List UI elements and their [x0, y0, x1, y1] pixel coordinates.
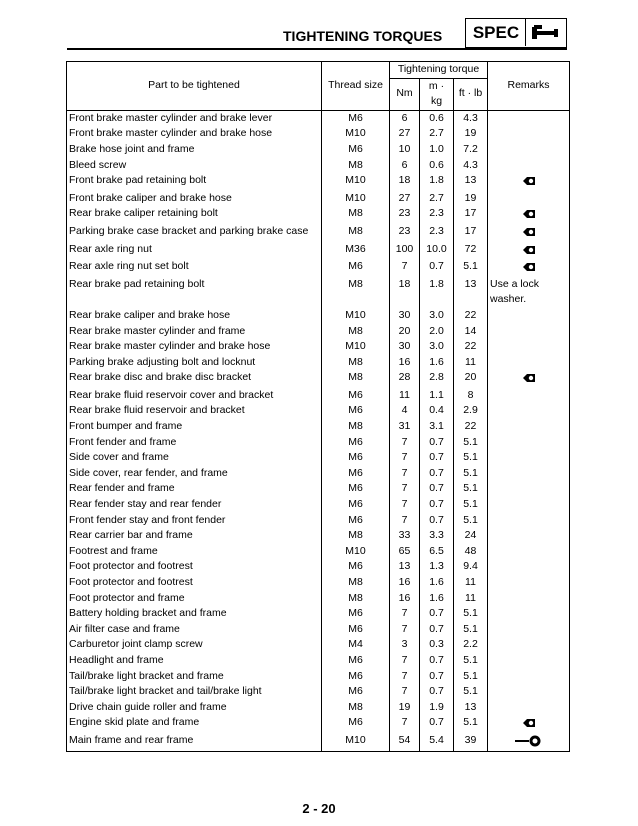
table-row: [67, 544, 570, 560]
cell-nm: 65: [390, 544, 420, 560]
cell-remark: [488, 126, 570, 142]
table-row: [67, 700, 570, 716]
cell-remark: [488, 575, 570, 591]
cell-thread: M6: [322, 388, 390, 404]
cell-part: Carburetor joint clamp screw: [67, 637, 322, 653]
cell-nm: 11: [390, 388, 420, 404]
cell-part: Rear brake disc and brake disc bracket: [67, 370, 322, 388]
cell-ftlb: 5.1: [454, 466, 488, 482]
table-row: [67, 403, 570, 419]
cell-thread: M10: [322, 339, 390, 355]
cell-part: Drive chain guide roller and frame: [67, 700, 322, 716]
cell-nm: 10: [390, 142, 420, 158]
cell-nm: 7: [390, 450, 420, 466]
cell-remark: [488, 388, 570, 404]
cell-nm: 6: [390, 110, 420, 126]
cell-nm: 27: [390, 191, 420, 207]
cell-mkg: 0.7: [420, 497, 454, 513]
cell-part: Tail/brake light bracket and tail/brake light: [67, 684, 322, 700]
cell-mkg: 1.8: [420, 277, 454, 308]
cell-thread: M6: [322, 622, 390, 638]
cell-thread: M6: [322, 606, 390, 622]
cell-thread: M6: [322, 684, 390, 700]
spec-badge: [465, 18, 567, 48]
table-row: [67, 435, 570, 451]
cell-part: Rear brake pad retaining bolt: [67, 277, 322, 308]
cell-part: Rear brake fluid reservoir cover and bracket: [67, 388, 322, 404]
cell-mkg: 1.0: [420, 142, 454, 158]
cell-part: Brake hose joint and frame: [67, 142, 322, 158]
cell-remark: [488, 339, 570, 355]
cell-ftlb: 13: [454, 173, 488, 191]
cell-nm: 18: [390, 173, 420, 191]
cell-remark: [488, 242, 570, 260]
cell-nm: 54: [390, 733, 420, 751]
cell-remark: [488, 158, 570, 174]
cell-part: Front brake pad retaining bolt: [67, 173, 322, 191]
cell-remark: [488, 528, 570, 544]
cell-thread: M8: [322, 370, 390, 388]
cell-thread: M10: [322, 544, 390, 560]
table-row: [67, 653, 570, 669]
table-row: [67, 355, 570, 371]
cell-part: Foot protector and footrest: [67, 559, 322, 575]
cell-nm: 30: [390, 308, 420, 324]
cell-thread: M8: [322, 575, 390, 591]
cell-thread: M8: [322, 700, 390, 716]
cell-thread: M6: [322, 466, 390, 482]
cell-nm: 6: [390, 158, 420, 174]
locktite-icon: [522, 208, 536, 220]
table-row: [67, 575, 570, 591]
cell-thread: M10: [322, 191, 390, 207]
table-row: [67, 259, 570, 277]
cell-remark: [488, 591, 570, 607]
cell-remark: [488, 715, 570, 733]
cell-ftlb: 39: [454, 733, 488, 751]
cell-nm: 16: [390, 355, 420, 371]
cell-nm: 4: [390, 403, 420, 419]
cell-part: Front brake master cylinder and brake lever: [67, 110, 322, 126]
cell-part: Front fender stay and front fender: [67, 513, 322, 529]
cell-thread: M10: [322, 126, 390, 142]
cell-ftlb: 48: [454, 544, 488, 560]
cell-part: Rear carrier bar and frame: [67, 528, 322, 544]
page-title: TIGHTENING TORQUES: [283, 28, 443, 44]
locktite-icon: [522, 372, 536, 384]
cell-mkg: 1.6: [420, 355, 454, 371]
cell-thread: M8: [322, 224, 390, 242]
cell-ftlb: 5.1: [454, 715, 488, 733]
cell-ftlb: 19: [454, 191, 488, 207]
cell-nm: 33: [390, 528, 420, 544]
cell-ftlb: 17: [454, 206, 488, 224]
table-row: [67, 110, 570, 126]
locktite-icon: [522, 717, 536, 729]
cell-ftlb: 22: [454, 339, 488, 355]
cell-remark: [488, 224, 570, 242]
cell-remark: [488, 403, 570, 419]
header-part: Part to be tightened: [67, 62, 322, 111]
cell-part: Front bumper and frame: [67, 419, 322, 435]
table-row: [67, 206, 570, 224]
cell-mkg: 2.3: [420, 206, 454, 224]
cell-nm: 16: [390, 575, 420, 591]
cell-ftlb: 13: [454, 700, 488, 716]
cell-thread: M6: [322, 435, 390, 451]
cell-thread: M6: [322, 669, 390, 685]
cell-ftlb: 11: [454, 575, 488, 591]
table-row: [67, 481, 570, 497]
cell-part: Front brake master cylinder and brake hose: [67, 126, 322, 142]
cell-mkg: 0.7: [420, 481, 454, 497]
cell-nm: 28: [390, 370, 420, 388]
table-row: [67, 158, 570, 174]
cell-nm: 23: [390, 224, 420, 242]
cell-remark: [488, 497, 570, 513]
cell-mkg: 0.4: [420, 403, 454, 419]
cell-nm: 7: [390, 497, 420, 513]
cell-nm: 7: [390, 466, 420, 482]
cell-part: Rear axle ring nut: [67, 242, 322, 260]
cell-thread: M6: [322, 653, 390, 669]
cell-ftlb: 5.1: [454, 497, 488, 513]
cell-ftlb: 5.1: [454, 606, 488, 622]
cell-remark: [488, 622, 570, 638]
cell-mkg: 0.6: [420, 110, 454, 126]
cell-mkg: 1.8: [420, 173, 454, 191]
cell-ftlb: 5.1: [454, 259, 488, 277]
cell-remark: [488, 308, 570, 324]
cell-remark: [488, 700, 570, 716]
cell-mkg: 0.7: [420, 715, 454, 733]
wrench-icon: [530, 23, 560, 48]
cell-mkg: 0.7: [420, 259, 454, 277]
header-torque: Tightening torque: [390, 62, 488, 79]
cell-nm: 19: [390, 700, 420, 716]
cell-part: Rear fender and frame: [67, 481, 322, 497]
cell-nm: 20: [390, 324, 420, 340]
table-row: [67, 191, 570, 207]
cell-mkg: 0.7: [420, 653, 454, 669]
cell-remark: [488, 259, 570, 277]
table-row: [67, 622, 570, 638]
table-row: [67, 450, 570, 466]
cell-mkg: 1.6: [420, 591, 454, 607]
cell-mkg: 3.1: [420, 419, 454, 435]
table-row: [67, 339, 570, 355]
cell-nm: 7: [390, 481, 420, 497]
table-row: [67, 242, 570, 260]
cell-remark: [488, 513, 570, 529]
cell-thread: M8: [322, 528, 390, 544]
cell-part: Footrest and frame: [67, 544, 322, 560]
cell-nm: 7: [390, 259, 420, 277]
cell-ftlb: 5.1: [454, 481, 488, 497]
cell-part: Rear fender stay and rear fender: [67, 497, 322, 513]
cell-remark: Use a lock washer.: [488, 277, 570, 308]
cell-thread: M6: [322, 259, 390, 277]
cell-nm: 100: [390, 242, 420, 260]
table-row: [67, 684, 570, 700]
table-row: [67, 370, 570, 388]
cell-part: Rear brake caliper retaining bolt: [67, 206, 322, 224]
cell-nm: 7: [390, 435, 420, 451]
cell-mkg: 0.7: [420, 669, 454, 685]
cell-ftlb: 22: [454, 308, 488, 324]
cell-remark: [488, 142, 570, 158]
cell-mkg: 3.0: [420, 339, 454, 355]
cell-thread: M4: [322, 637, 390, 653]
cell-ftlb: 5.1: [454, 450, 488, 466]
cell-part: Tail/brake light bracket and frame: [67, 669, 322, 685]
cell-remark: [488, 481, 570, 497]
page-number: 2 - 20: [302, 801, 336, 816]
table-row: [67, 591, 570, 607]
cell-ftlb: 5.1: [454, 684, 488, 700]
cell-part: Headlight and frame: [67, 653, 322, 669]
cell-nm: 7: [390, 684, 420, 700]
cell-ftlb: 11: [454, 355, 488, 371]
cell-ftlb: 7.2: [454, 142, 488, 158]
cell-nm: 7: [390, 622, 420, 638]
table-row: [67, 277, 570, 308]
cell-nm: 30: [390, 339, 420, 355]
cell-part: Parking brake case bracket and parking brake case: [67, 224, 322, 242]
torque-table: [66, 61, 570, 752]
table-row: [67, 173, 570, 191]
cell-part: Foot protector and frame: [67, 591, 322, 607]
cell-thread: M8: [322, 355, 390, 371]
table-row: [67, 308, 570, 324]
cell-mkg: 0.3: [420, 637, 454, 653]
cell-remark: [488, 419, 570, 435]
cell-thread: M8: [322, 419, 390, 435]
cell-thread: M6: [322, 559, 390, 575]
cell-mkg: 10.0: [420, 242, 454, 260]
cell-part: Side cover and frame: [67, 450, 322, 466]
cell-thread: M8: [322, 158, 390, 174]
cell-thread: M8: [322, 591, 390, 607]
header-nm: Nm: [390, 78, 420, 110]
table-row: [67, 637, 570, 653]
cell-ftlb: 4.3: [454, 110, 488, 126]
cell-mkg: 0.6: [420, 158, 454, 174]
cell-ftlb: 2.2: [454, 637, 488, 653]
cell-ftlb: 20: [454, 370, 488, 388]
cell-mkg: 1.3: [420, 559, 454, 575]
cell-nm: 16: [390, 591, 420, 607]
cell-remark: [488, 606, 570, 622]
cell-part: Battery holding bracket and frame: [67, 606, 322, 622]
cell-remark: [488, 466, 570, 482]
table-row: [67, 733, 570, 751]
cell-thread: M6: [322, 715, 390, 733]
cell-ftlb: 17: [454, 224, 488, 242]
cell-part: Rear axle ring nut set bolt: [67, 259, 322, 277]
cell-nm: 31: [390, 419, 420, 435]
cell-thread: M10: [322, 308, 390, 324]
cell-ftlb: 8: [454, 388, 488, 404]
locktite-icon: [522, 226, 536, 238]
cell-part: Engine skid plate and frame: [67, 715, 322, 733]
cell-remark: [488, 544, 570, 560]
cell-mkg: 2.3: [420, 224, 454, 242]
header-remarks: Remarks: [488, 62, 570, 111]
cell-thread: M6: [322, 481, 390, 497]
cell-ftlb: 5.1: [454, 513, 488, 529]
cell-nm: 13: [390, 559, 420, 575]
cell-remark: [488, 191, 570, 207]
cell-remark: [488, 669, 570, 685]
cell-remark: [488, 450, 570, 466]
cell-thread: M6: [322, 497, 390, 513]
cell-nm: 7: [390, 513, 420, 529]
cell-thread: M6: [322, 513, 390, 529]
cell-nm: 7: [390, 715, 420, 733]
grease-icon: [515, 735, 543, 747]
cell-remark: [488, 653, 570, 669]
cell-nm: 7: [390, 653, 420, 669]
cell-part: Front brake caliper and brake hose: [67, 191, 322, 207]
cell-remark: [488, 173, 570, 191]
cell-part: Rear brake master cylinder and brake hose: [67, 339, 322, 355]
locktite-icon: [522, 244, 536, 256]
table-row: [67, 606, 570, 622]
cell-thread: M8: [322, 277, 390, 308]
cell-part: Main frame and rear frame: [67, 733, 322, 751]
table-row: [67, 715, 570, 733]
table-row: [67, 126, 570, 142]
cell-nm: 3: [390, 637, 420, 653]
cell-mkg: 3.0: [420, 308, 454, 324]
cell-ftlb: 13: [454, 277, 488, 308]
cell-nm: 18: [390, 277, 420, 308]
table-row: [67, 497, 570, 513]
cell-mkg: 0.7: [420, 513, 454, 529]
cell-part: Rear brake caliper and brake hose: [67, 308, 322, 324]
cell-nm: 7: [390, 669, 420, 685]
cell-remark: [488, 324, 570, 340]
table-row: [67, 669, 570, 685]
cell-part: Foot protector and footrest: [67, 575, 322, 591]
cell-remark: [488, 355, 570, 371]
cell-remark: [488, 733, 570, 751]
cell-mkg: 0.7: [420, 435, 454, 451]
cell-mkg: 6.5: [420, 544, 454, 560]
cell-thread: M6: [322, 142, 390, 158]
cell-mkg: 1.9: [420, 700, 454, 716]
cell-remark: [488, 206, 570, 224]
cell-part: Side cover, rear fender, and frame: [67, 466, 322, 482]
table-row: [67, 513, 570, 529]
cell-part: Front fender and frame: [67, 435, 322, 451]
cell-mkg: 2.8: [420, 370, 454, 388]
cell-nm: 27: [390, 126, 420, 142]
table-row: [67, 559, 570, 575]
cell-remark: [488, 110, 570, 126]
cell-mkg: 0.7: [420, 466, 454, 482]
table-row: [67, 324, 570, 340]
cell-ftlb: 5.1: [454, 669, 488, 685]
cell-part: Rear brake master cylinder and frame: [67, 324, 322, 340]
cell-nm: 23: [390, 206, 420, 224]
cell-ftlb: 5.1: [454, 653, 488, 669]
cell-remark: [488, 637, 570, 653]
cell-mkg: 0.7: [420, 606, 454, 622]
table-row: [67, 419, 570, 435]
cell-thread: M36: [322, 242, 390, 260]
cell-mkg: 0.7: [420, 684, 454, 700]
cell-mkg: 1.6: [420, 575, 454, 591]
cell-mkg: 0.7: [420, 450, 454, 466]
cell-ftlb: 22: [454, 419, 488, 435]
cell-part: Parking brake adjusting bolt and locknut: [67, 355, 322, 371]
cell-remark: [488, 435, 570, 451]
header-rule: [67, 48, 567, 50]
header-ftlb: ft · lb: [454, 78, 488, 110]
locktite-icon: [522, 261, 536, 273]
cell-thread: M10: [322, 173, 390, 191]
cell-ftlb: 5.1: [454, 435, 488, 451]
cell-thread: M6: [322, 450, 390, 466]
cell-mkg: 2.7: [420, 126, 454, 142]
cell-ftlb: 11: [454, 591, 488, 607]
cell-ftlb: 2.9: [454, 403, 488, 419]
cell-ftlb: 5.1: [454, 622, 488, 638]
cell-mkg: 3.3: [420, 528, 454, 544]
cell-ftlb: 9.4: [454, 559, 488, 575]
cell-thread: M8: [322, 324, 390, 340]
cell-thread: M10: [322, 733, 390, 751]
spec-badge-label: SPEC: [467, 19, 526, 46]
locktite-icon: [522, 175, 536, 187]
header-thread: Thread size: [322, 62, 390, 111]
cell-ftlb: 4.3: [454, 158, 488, 174]
cell-mkg: 1.1: [420, 388, 454, 404]
cell-thread: M6: [322, 403, 390, 419]
cell-thread: M8: [322, 206, 390, 224]
cell-part: Bleed screw: [67, 158, 322, 174]
table-row: [67, 528, 570, 544]
table-row: [67, 142, 570, 158]
cell-part: Air filter case and frame: [67, 622, 322, 638]
cell-remark: [488, 684, 570, 700]
cell-ftlb: 24: [454, 528, 488, 544]
table-row: [67, 388, 570, 404]
cell-mkg: 5.4: [420, 733, 454, 751]
header-mkg: m · kg: [420, 78, 454, 110]
cell-ftlb: 72: [454, 242, 488, 260]
cell-thread: M6: [322, 110, 390, 126]
table-row: [67, 224, 570, 242]
cell-ftlb: 19: [454, 126, 488, 142]
cell-mkg: 0.7: [420, 622, 454, 638]
cell-ftlb: 14: [454, 324, 488, 340]
cell-remark: [488, 559, 570, 575]
cell-mkg: 2.0: [420, 324, 454, 340]
cell-remark: [488, 370, 570, 388]
cell-part: Rear brake fluid reservoir and bracket: [67, 403, 322, 419]
cell-nm: 7: [390, 606, 420, 622]
table-row: [67, 466, 570, 482]
cell-mkg: 2.7: [420, 191, 454, 207]
